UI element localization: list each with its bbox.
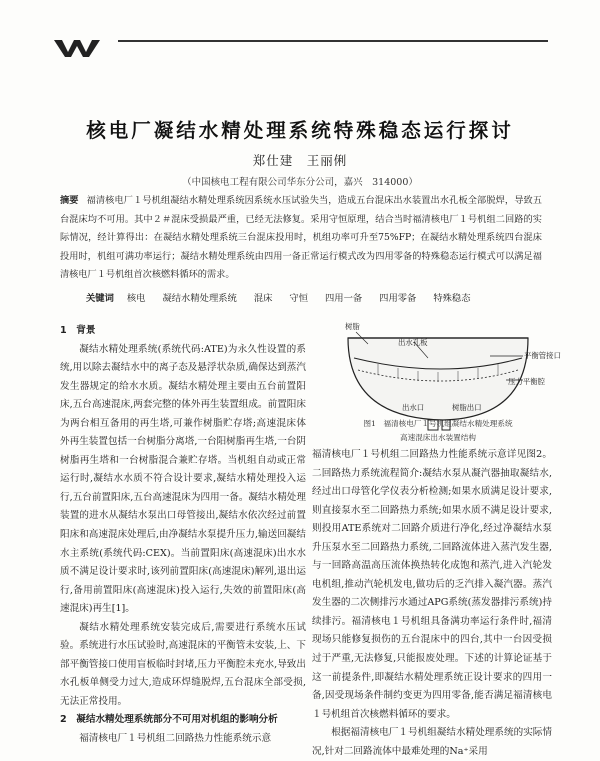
article-authors: 郑仕建 王丽俐 bbox=[252, 153, 348, 168]
keywords bbox=[86, 290, 542, 304]
keyword: 核电 bbox=[126, 293, 146, 304]
section-1-heading: 1 背景 bbox=[60, 325, 96, 336]
figure-label-balance-pipe: 平衡管接口 bbox=[524, 351, 561, 360]
figure-caption: 图1 福清核电厂１号机组凝结水精处理系统 bbox=[363, 419, 513, 428]
keyword: 凝结水精处理系统 bbox=[162, 293, 237, 304]
abstract bbox=[60, 192, 542, 285]
section-1-paragraph-1: 凝结水精处理系统(系统代码:ATE)为永久性设置的系统,用以除去凝结水中的离子态及悬浮状杂质,确保达到蒸汽发生器规定的给水水质。凝结水精处理主要由五台前置阳床,五台高速混床,两套完整的体外再生装置组成。前置阳床为两台相互备用的再生塔,可兼作树脂贮存塔;高速混床体外再生装置包括一台树脂分离塔,一台阳树脂再生塔,一台阴树脂再生塔和一台树脂混合兼贮存塔。当机组自动或正常运行时,凝结水水质不符合设计要求,凝结水精处理投入运行,五台前置阳床,五台高速混床为四用一备。凝结水精处理装置的进水从凝结水泵出口母管接出,凝结水依次经过前置阳床和高速混床处理后,由净凝结水泵提升压力,输送回凝结水主系统(系统代码:CEX)。当前置阳床(高速混床)出水水质不满足设计要求时,该列前置阳床(高速混床)解列,退出运行,备用前置阳床(高速混床)投入运行,失效的前置阳床(高速混床)再生[1]。 bbox=[60, 343, 306, 615]
figure-label-resin-outlet: 树脂出口 bbox=[452, 403, 482, 412]
keyword: 混床 bbox=[253, 293, 273, 304]
header-rule bbox=[118, 40, 548, 42]
section-2-paragraph-1-start: 福清核电厂１号机组二回路热力性能系统示意 bbox=[79, 733, 272, 745]
keyword: 特殊稳态 bbox=[433, 293, 471, 304]
abstract-text: 福清核电厂１号机组凝结水精处理系统因系统水压试验失当，造成五台混床出水装置出水孔板全部脱焊，导致五台混床均不可用。其中２＃混床受损最严重，已经无法修复。采用守恒原理，结合当时福清核电厂１号机组二回路的实际情况，经计算得出：在凝结水精处理系统三台混床投用时，机组功率可升至75%FP；在凝结水精处理系统四台混床投用时，机组可满功率运行；凝结水精处理系统由四用一备正常运行模式改为四用零备的特殊稳态运行模式可以满足福清核电厂１号机组首次核燃料循环的需求。 bbox=[60, 195, 542, 281]
section-2-paragraph-2: 根据福清核电厂１号机组凝结水精处理系统的实际情况,针对二回路流体中最难处理的Na⁺采用 bbox=[312, 727, 552, 757]
journal-w-logo-icon bbox=[54, 38, 114, 58]
keywords-label: 关键词 bbox=[86, 293, 114, 304]
keyword: 四用一备 bbox=[324, 293, 363, 304]
figure-label-resin: 树脂 bbox=[345, 322, 360, 331]
figure-label-nozzle-plate: 出水孔板 bbox=[398, 338, 428, 347]
figure-label-outlet: 出水口 bbox=[402, 403, 425, 412]
figure-caption-sub: 高速混床出水装置结构 bbox=[400, 433, 476, 442]
section-2-heading: 2 凝结水精处理系统部分不可用对机组的影响分析 bbox=[60, 714, 278, 726]
keyword: 守恒 bbox=[289, 293, 308, 304]
left-column bbox=[60, 322, 306, 749]
section-1-paragraph-2: 凝结水精处理系统安装完成后,需要进行系统水压试验。系统进行水压试验时,高速混床的平衡管未安装,上、下部平衡管接口使用盲板临时封堵,压力平衡腔未充水,导致出水孔板单侧受力过大,造成环焊缝脱焊,五台混床全部受损,无法正常投用。 bbox=[60, 621, 306, 707]
right-column bbox=[312, 446, 552, 761]
figure-label-balance-cavity: 压力平衡腔 bbox=[508, 377, 545, 386]
article-affiliation: （中国核电工程有限公司华东分公司，嘉兴 314000） bbox=[182, 177, 418, 188]
abstract-label: 摘要 bbox=[60, 195, 79, 206]
article-title: 核电厂凝结水精处理系统特殊稳态运行探讨 bbox=[86, 119, 514, 142]
section-2-paragraph-1: 福清核电厂１号机组二回路热力性能系统示意详见图2。二回路热力系统流程简介:凝结水泵从凝汽器抽取凝结水,经过出口母管化学仪表分析检测;如果水质满足设计要求,则直接泵水至二回路热力系统;如果水质不满足设计要求,则投用ATE系统对二回路介质进行净化,经过净凝结水泵升压泵水至二回路热力系统,二回路流体进入蒸汽发生器,与一回路高温高压流体换热转化成饱和蒸汽,进入汽轮发电机组,推动汽轮机发电,做功后的乏汽排入凝汽器。蒸汽发生器的二次侧排污水通过APG系统(蒸发器排污系统)持续排污。福清核电１号机组具备满功率运行条件时,福清现场只能修复损伤的五台混床中的四台,其中一台因受损过于严重,无法修复,只能报废处理。下述的计算论证基于这一前提条件,即凝结水精处理系统正设计要求的四用一备,因受现场条件制约变更为四用零备,能否满足福清核电１号机组首次核燃料循环的要求。 bbox=[312, 449, 552, 720]
keyword: 四用零备 bbox=[379, 293, 417, 304]
